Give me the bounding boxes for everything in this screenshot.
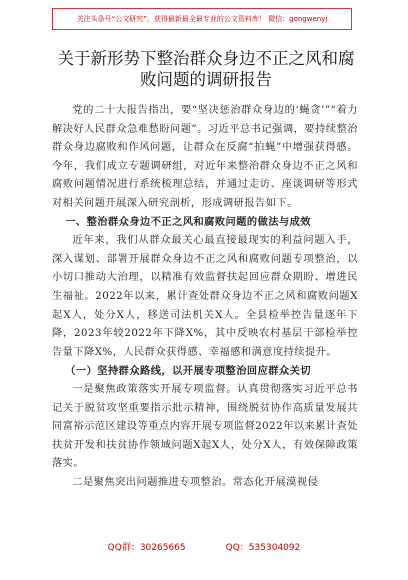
section-heading: 一、整治群众身边不正之风和腐败问题的做法与成效	[65, 216, 312, 228]
body-paragraph: 二是聚焦突出问题推进专项整治。常态化开展漠视侵	[72, 476, 319, 488]
subsection-heading: （一）坚持群众路线，以开展专项整治回应群众关切	[65, 365, 312, 378]
promo-banner-text: 关注头条号“公文研究”，获得最新最全最专业的公文资料库！ 微信：gongwenyj	[76, 15, 328, 23]
qq-group-text: QQ群：30265665	[107, 543, 186, 553]
qq-text: QQ：535304092	[225, 543, 301, 553]
title-line-2: 败问题的调研报告	[140, 70, 272, 89]
document-title	[56, 48, 356, 90]
body-paragraph: 一是聚焦政策落实开展专项监督。认真贯彻落实习近平总书记关于脱贫攻坚重要指示批示精神，围绕脱贫协作高质量发展共同富裕示范区建设等重点内容开展专项监督2022年以来累计查处扶贫开发和扶贫协作领域问题X起X人，处分X人，有效保障政策落实。	[52, 383, 358, 470]
body-paragraph: 近年来，我们从群众最关心最直接最现实的利益问题入手，深入谋划、部署开展群众身边不正之风和腐败问题专项整治，以小切口推动大治理，以精准有效监督扶起回应群众期盼、增进民生福祉。2022年以来，累计查处群众身边不正之风和腐败问题X起X人，处分X人，移送司法机关X人。全县检举控告量逐年下降，2023年较2022年下降X%，其中反映农村基层干部检举控告量下降X%，人民群众获得感、幸福感和满意度持续提升。	[52, 235, 358, 358]
contact-footer	[0, 540, 408, 553]
title-line-1: 关于新形势下整治群众身边不正之风和腐	[57, 49, 355, 68]
promo-banner	[52, 8, 352, 30]
document-body	[52, 102, 358, 492]
intro-paragraph: 党的二十大报告指出，要“坚决惩治群众身边的‘蝇贪’”“着力解决好人民群众急难愁盼问题”。习近平总书记强调，要持续整治群众身边腐败和作风问题，让群众在反腐“拍蝇”中增强获得感。今年，我们成立专题调研组，对近年来整治群众身边不正之风和腐败问题情况进行系统梳理总结，并通过走访、座谈调研等形式对相关问题开展深入研究剖析，形成调研报告如下。	[52, 105, 358, 209]
